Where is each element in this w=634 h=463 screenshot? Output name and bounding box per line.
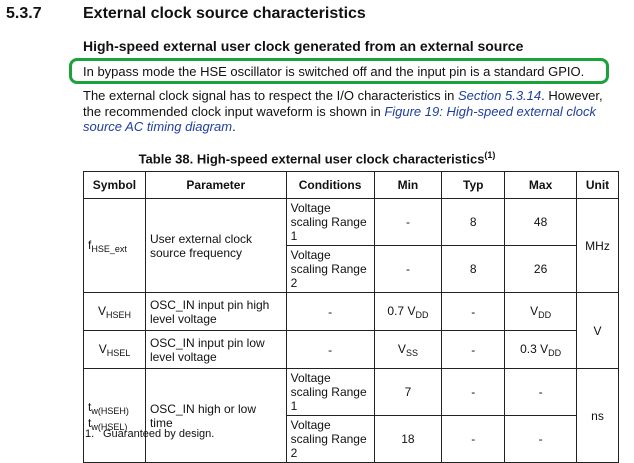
header-min: Min — [374, 172, 442, 199]
typ-cell: - — [442, 369, 505, 416]
min-cell: - — [374, 246, 442, 293]
symbol-cell — [84, 293, 146, 331]
bypass-note: In bypass mode the HSE oscillator is switched off and the input pin is a standard GPIO. — [83, 64, 585, 79]
subsection-title: High-speed external user clock generated from an external source — [83, 38, 524, 54]
conditions-cell: - — [286, 293, 374, 331]
max-sub: DD — [538, 309, 552, 320]
table-row — [84, 293, 619, 331]
section-title: External clock source characteristics — [83, 5, 366, 22]
figure-link[interactable]: Figure 19: High-speed external clock source AC timing diagram — [83, 103, 597, 134]
min-cell — [374, 331, 442, 369]
min-cell: - — [374, 199, 442, 246]
conditions-cell: Voltage scaling Range 1 — [286, 199, 374, 246]
body-paragraph — [83, 88, 623, 135]
unit-cell: MHz — [577, 199, 619, 293]
conditions-cell: Voltage scaling Range 2 — [286, 246, 374, 293]
symbol-cell — [84, 331, 146, 369]
para-text-2: . However, the recommended clock input waveform is shown in — [83, 88, 603, 119]
table-row — [84, 369, 619, 416]
symbol-main: f — [88, 237, 92, 252]
header-unit: Unit — [577, 172, 619, 199]
caption-text: Table 38. High-speed external user clock characteristics — [138, 151, 485, 167]
symbol-main: t — [88, 399, 92, 414]
unit-cell: V — [577, 293, 619, 369]
footnote-text: Guaranteed by design. — [103, 428, 215, 440]
symbol-sub: HSEH — [105, 309, 131, 320]
table-header-row — [84, 172, 619, 199]
parameter-cell: OSC_IN input pin low level voltage — [145, 331, 286, 369]
max-cell — [505, 331, 577, 369]
max-sub: DD — [548, 347, 562, 358]
typ-cell: - — [442, 293, 505, 331]
symbol-sub: w(HSEH) — [91, 405, 129, 416]
symbol-sub: HSEL — [106, 347, 131, 358]
symbol-main: t — [88, 415, 92, 430]
conditions-cell: - — [286, 331, 374, 369]
conditions-cell: Voltage scaling Range 2 — [286, 416, 374, 463]
symbol-main: V — [97, 303, 106, 318]
max-main: 0.3 V — [520, 341, 549, 356]
max-main: V — [530, 303, 539, 318]
max-cell: 48 — [505, 199, 577, 246]
typ-cell: - — [442, 416, 505, 463]
typ-cell: 8 — [442, 246, 505, 293]
header-max: Max — [505, 172, 577, 199]
section-number: 5.3.7 — [6, 5, 42, 22]
table-row — [84, 331, 619, 369]
max-cell: - — [505, 369, 577, 416]
clock-characteristics-table — [83, 171, 619, 463]
header-parameter: Parameter — [145, 172, 286, 199]
typ-cell: - — [442, 331, 505, 369]
min-cell: 7 — [374, 369, 442, 416]
symbol-main: V — [98, 341, 107, 356]
header-conditions: Conditions — [286, 172, 374, 199]
caption-footnote-ref: (1) — [484, 150, 496, 160]
typ-cell: 8 — [442, 199, 505, 246]
symbol-cell — [84, 369, 146, 463]
min-cell: 18 — [374, 416, 442, 463]
table-caption — [0, 150, 634, 166]
section-link[interactable]: Section 5.3.14 — [458, 88, 542, 103]
header-typ: Typ — [442, 172, 505, 199]
max-cell: - — [505, 416, 577, 463]
footnote-number: 1. — [85, 428, 95, 440]
min-cell — [374, 293, 442, 331]
symbol-cell — [84, 199, 146, 293]
max-cell — [505, 293, 577, 331]
parameter-cell: OSC_IN high or low time — [145, 369, 286, 463]
min-sub: SS — [405, 347, 418, 358]
max-cell: 26 — [505, 246, 577, 293]
para-text-3: . — [232, 119, 236, 134]
parameter-cell: User external clock source frequency — [145, 199, 286, 293]
symbol-sub: HSE_ext — [91, 243, 127, 254]
min-sub: DD — [415, 309, 429, 320]
para-text-1: The external clock signal has to respect the I/O characteristics in — [83, 88, 459, 103]
conditions-cell: Voltage scaling Range 1 — [286, 369, 374, 416]
symbol-sub: w(HSEL) — [91, 421, 128, 432]
parameter-cell: OSC_IN input pin high level voltage — [145, 293, 286, 331]
min-main: V — [397, 341, 406, 356]
table-footnote — [85, 428, 214, 440]
unit-cell: ns — [577, 369, 619, 463]
table-row — [84, 199, 619, 246]
min-main: 0.7 V — [387, 303, 416, 318]
header-symbol: Symbol — [84, 172, 146, 199]
